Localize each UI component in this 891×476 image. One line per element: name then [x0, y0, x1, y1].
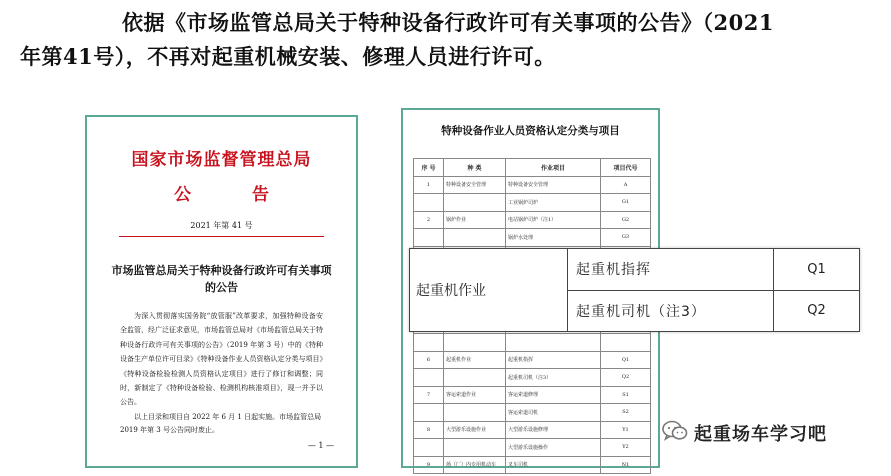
classification-title: 特种设备作业人员资格认定分类与项目: [441, 125, 620, 137]
zoom-row: [410, 249, 860, 291]
zoomed-crane-rows: [409, 248, 860, 332]
table-cell: 电站锅炉司炉（注1）: [506, 211, 601, 229]
table-cell: 9: [414, 456, 444, 474]
table-cell: Q1: [601, 351, 651, 369]
table-cell: [414, 334, 444, 352]
table-cell: 7: [414, 386, 444, 404]
table-row: [414, 456, 651, 474]
table-cell: 1: [414, 176, 444, 194]
table-cell: [506, 334, 601, 352]
table-cell: 客运索道修理: [506, 386, 601, 404]
page-number: — 1 —: [307, 441, 334, 450]
table-cell: [444, 194, 506, 212]
table-cell: Q2: [601, 369, 651, 387]
red-divider: [119, 236, 324, 237]
table-cell: Y2: [601, 439, 651, 457]
table-cell: [444, 334, 506, 352]
headline-line-1: 依据《市场监管总局关于特种设备行政许可有关事项的公告》（2021: [122, 10, 774, 35]
headline-line-2: 年第41号），不再对起重机械安装、修理人员进行许可。: [20, 44, 556, 69]
table-cell: G2: [601, 211, 651, 229]
table-cell: 特种设备安全管理: [506, 176, 601, 194]
document-body-effective: 以上目录和项目自 2022 年 6 月 1 日起实施。市场监管总局 2019 年第 3 号公告同时废止。: [120, 413, 322, 434]
document-title: 市场监管总局关于特种设备行政许可有关事项的公告: [111, 264, 332, 294]
table-cell: [414, 194, 444, 212]
table-row: [414, 386, 651, 404]
table-cell: 大型游乐设施修理: [506, 421, 601, 439]
watermark: [662, 420, 827, 446]
wechat-icon: [662, 420, 688, 446]
zoom-kind-cell: 起重机作业: [410, 249, 568, 332]
table-cell: 6: [414, 351, 444, 369]
table-cell: S1: [601, 386, 651, 404]
zoom-item-cell: 起重机司机（注3）: [568, 290, 774, 332]
table-cell: [444, 404, 506, 422]
table-cell: S2: [601, 404, 651, 422]
table-cell: 工业锅炉司炉: [506, 194, 601, 212]
table-header-cell: 作业项目: [506, 159, 601, 177]
table-cell: 2: [414, 211, 444, 229]
table-cell: 起重机司机（注3）: [506, 369, 601, 387]
table-cell: 锅炉作业: [444, 211, 506, 229]
document-body: 为深入贯彻落实国务院“放管服”改革要求，加强特种设备安全监管，经广泛征求意见，市场监管总局对《市场监管总局关于特种设备行政许可有关事项的公告》（2019 年第 3 号）中的《特种设备生产单位许可目录》《特种设备作业人员资格认定分类与项目》《特种设备检验检测人员资格认定项目》进行了修订和调整；同时，新制定了《特种设备检验、检测机构核准项目》，现一并予以公告。: [120, 312, 323, 407]
table-header-row: [414, 159, 651, 177]
table-row: [414, 194, 651, 212]
table-cell: 大型游乐设施操作: [506, 439, 601, 457]
table-row: [414, 334, 651, 352]
table-cell: [601, 334, 651, 352]
zoom-item-cell: 起重机指挥: [568, 249, 774, 291]
document-kind: 公 告: [174, 185, 291, 205]
table-cell: 起重机作业: [444, 351, 506, 369]
table-cell: [414, 439, 444, 457]
table-cell: 场（厂）内专用机动车: [444, 456, 506, 474]
watermark-text: 起重场车学习吧: [694, 424, 827, 445]
table-cell: G1: [601, 194, 651, 212]
table-cell: A: [601, 176, 651, 194]
table-cell: 客运索道作业: [444, 386, 506, 404]
table-cell: 大型游乐设施作业: [444, 421, 506, 439]
issuing-organization: 国家市场监督管理总局: [131, 150, 312, 170]
table-header-cell: 种 类: [444, 159, 506, 177]
table-row: [414, 404, 651, 422]
table-row: [414, 229, 651, 247]
headline: [20, 6, 880, 74]
zoom-code-cell: Q1: [774, 249, 860, 291]
announcement-document: [85, 115, 358, 468]
table-cell: [414, 229, 444, 247]
table-row: [414, 439, 651, 457]
table-header-cell: 项目代号: [601, 159, 651, 177]
table-cell: N1: [601, 456, 651, 474]
table-cell: [444, 229, 506, 247]
table-cell: [414, 404, 444, 422]
table-row: [414, 421, 651, 439]
table-cell: [414, 369, 444, 387]
table-cell: Y1: [601, 421, 651, 439]
table-header-cell: 序 号: [414, 159, 444, 177]
table-cell: G3: [601, 229, 651, 247]
table-cell: 客运索道司机: [506, 404, 601, 422]
table-cell: [444, 439, 506, 457]
zoom-code-cell: Q2: [774, 290, 860, 332]
table-cell: 特种设备安全管理: [444, 176, 506, 194]
document-number: 2021 年第 41 号: [190, 221, 253, 230]
table-row: [414, 351, 651, 369]
table-cell: 起重机指挥: [506, 351, 601, 369]
table-cell: 8: [414, 421, 444, 439]
table-row: [414, 369, 651, 387]
table-cell: [444, 369, 506, 387]
table-cell: 叉车司机: [506, 456, 601, 474]
table-cell: 锅炉水处理: [506, 229, 601, 247]
table-row: [414, 176, 651, 194]
table-row: [414, 211, 651, 229]
